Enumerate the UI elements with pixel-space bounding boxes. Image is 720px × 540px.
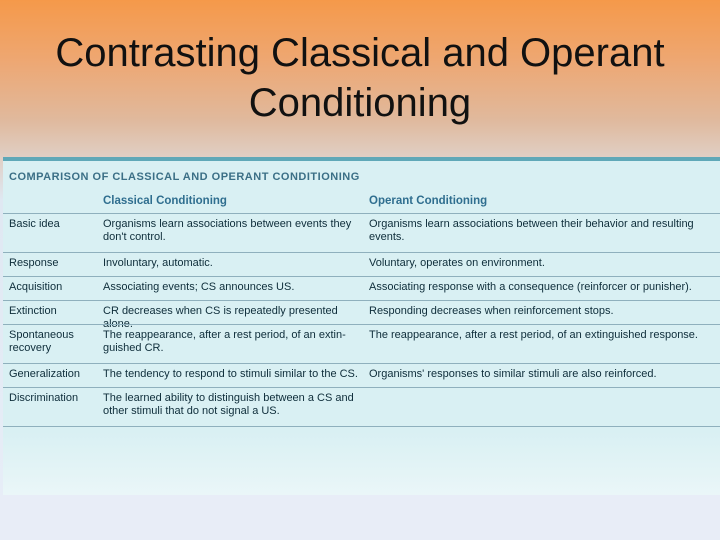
slide-title-line-1: Contrasting Classical and Operant xyxy=(55,31,665,75)
table-row xyxy=(3,363,720,387)
row-label: Discrimination xyxy=(9,392,79,404)
row-label: Acquisition xyxy=(9,281,63,293)
table-row xyxy=(3,213,720,252)
row-classical: CR decreases when CS is repeatedly presented alone. xyxy=(103,305,338,330)
table-caption: COMPARISON OF CLASSICAL AND OPERANT CONDITIONING xyxy=(9,171,360,183)
row-classical: Involuntary, automatic. xyxy=(103,257,213,269)
row-operant: The reappearance, after a rest period, of an extinguished response. xyxy=(369,329,698,341)
table-row xyxy=(3,387,720,427)
row-operant: Voluntary, operates on environment. xyxy=(369,257,545,269)
row-classical: The reappearance, after a rest period, of an extin-guished CR. xyxy=(103,329,346,354)
table-row xyxy=(3,276,720,300)
row-operant: Responding decreases when reinforcement stops. xyxy=(369,305,614,317)
table-row xyxy=(3,300,720,330)
slide-title-line-2: Conditioning xyxy=(248,81,472,125)
row-operant: Organisms learn associations between their behavior and resulting events. xyxy=(369,218,694,243)
table-row xyxy=(3,252,720,276)
row-label: Basic idea xyxy=(9,218,60,230)
row-classical: Organisms learn associations between events they don't control. xyxy=(103,218,352,243)
table-lower-band xyxy=(3,432,720,495)
header-operant: Operant Conditioning xyxy=(369,195,488,207)
row-operant: Associating response with a consequence (reinforcer or punisher). xyxy=(369,281,692,293)
row-label: Response xyxy=(9,257,59,269)
row-classical: The tendency to respond to stimuli similar to the CS. xyxy=(103,368,358,380)
header-classical: Classical Conditioning xyxy=(103,195,227,207)
comparison-table xyxy=(3,157,720,495)
row-classical: The learned ability to distinguish between a CS and other stimuli that do not signal a US. xyxy=(103,392,354,417)
row-label: Extinction xyxy=(9,305,57,317)
table-row xyxy=(3,324,720,363)
table-rows xyxy=(3,213,720,427)
row-operant: Organisms' responses to similar stimuli are also reinforced. xyxy=(369,368,657,380)
slide-footer-band xyxy=(0,495,720,540)
row-classical: Associating events; CS announces US. xyxy=(103,281,295,293)
row-label: Spontaneous recovery xyxy=(9,329,74,354)
slide-title xyxy=(0,28,720,128)
row-label: Generalization xyxy=(9,368,80,380)
